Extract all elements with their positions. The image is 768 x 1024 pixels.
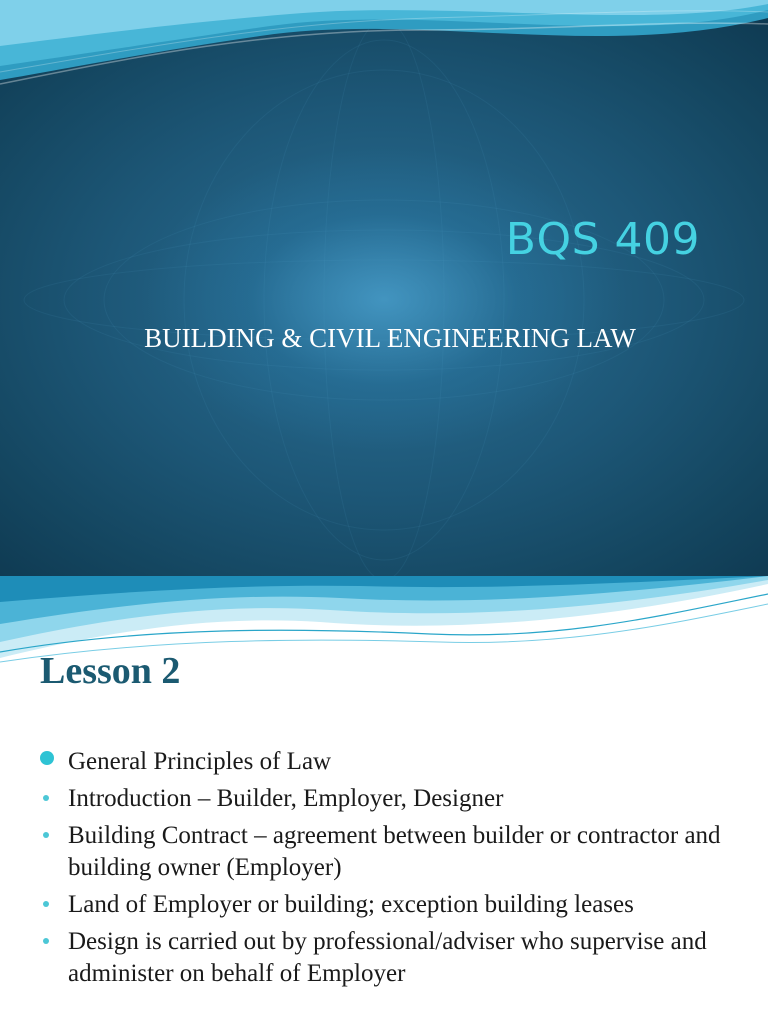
bullet-list (40, 746, 740, 995)
content-slide (0, 576, 768, 1024)
bullet-dot-icon (43, 832, 49, 838)
course-code-title: BQS 409 (505, 214, 700, 265)
course-subtitle: BUILDING & CIVIL ENGINEERING LAW (144, 323, 636, 353)
bullet-text: Design is carried out by professional/adviser who supervise and administer on behalf of Employer (68, 928, 707, 987)
list-item (40, 889, 740, 921)
bullet-dot-icon (43, 795, 49, 801)
bullet-text: General Principles of Law (68, 748, 332, 775)
list-item (40, 783, 740, 815)
bullet-dot-icon (40, 751, 54, 765)
lesson-title: Lesson 2 (40, 650, 181, 692)
list-item (40, 926, 740, 990)
bullet-text: Building Contract – agreement between builder or contractor and building owner (Employer) (68, 822, 721, 881)
top-wave-decoration (0, 0, 768, 100)
bullet-text: Land of Employer or building; exception building leases (68, 891, 634, 918)
bullet-dot-icon (43, 938, 49, 944)
list-item (40, 820, 740, 884)
bullet-text: Introduction – Builder, Employer, Designer (68, 785, 504, 812)
bullet-dot-icon (43, 901, 49, 907)
list-item (40, 746, 740, 778)
